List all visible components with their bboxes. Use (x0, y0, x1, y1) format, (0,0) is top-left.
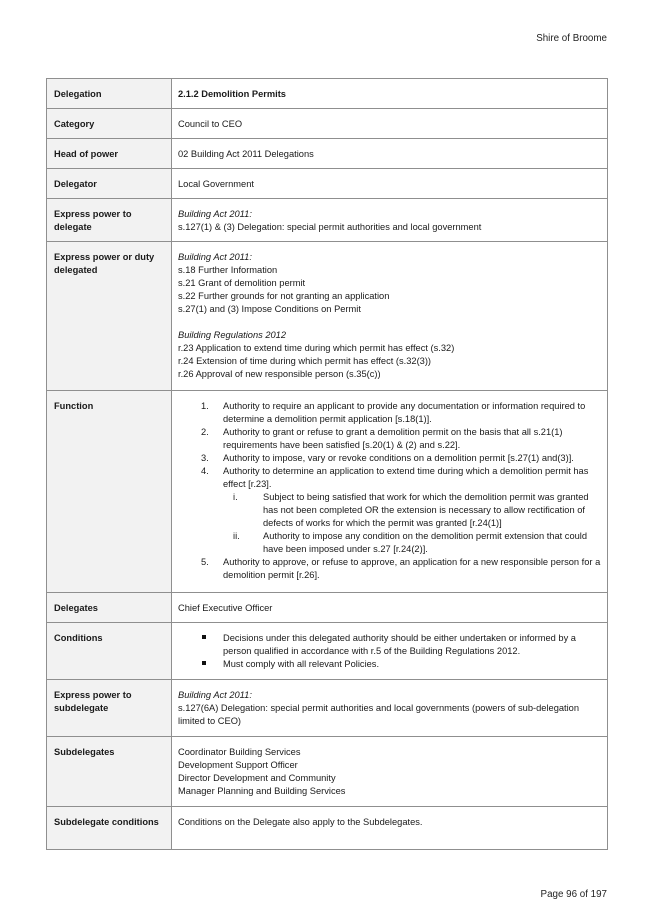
row-category (47, 109, 608, 139)
label-delegation: Delegation (47, 79, 172, 109)
function-subitem-number: ii. (233, 531, 240, 541)
value-subdelegate-conditions: Conditions on the Delegate also apply to the Subdelegates. (172, 807, 608, 850)
function-subitem-text: Authority to impose any condition on the demolition permit extension that could have been imposed under s.27 [r.24(2)]. (263, 531, 588, 554)
function-item (178, 556, 601, 582)
row-express-power-or-duty (47, 242, 608, 391)
label-express-power-to-subdelegate: Express power to subdelegate (47, 680, 172, 737)
value-function (172, 391, 608, 593)
function-item-text: Authority to require an applicant to provide any documentation or information required to determine a demolition permit application [s.18(1)]. (223, 401, 586, 424)
regulation-item: r.23 Application to extend time during which permit has effect (s.32) (178, 343, 455, 353)
act-item: s.22 Further grounds for not granting an application (178, 291, 390, 301)
row-conditions (47, 623, 608, 680)
section-text: s.127(6A) Delegation: special permit authorities and local governments (powers of sub-delegation limited to CEO) (178, 703, 580, 726)
act-item: s.27(1) and (3) Impose Conditions on Permit (178, 304, 361, 314)
function-item-number: 3. (201, 453, 209, 463)
act-item: s.18 Further Information (178, 265, 278, 275)
value-express-power-or-duty (172, 242, 608, 391)
value-express-power-to-subdelegate (172, 680, 608, 737)
conditions-list (178, 632, 601, 671)
function-item (178, 452, 601, 465)
row-head-of-power (47, 139, 608, 169)
bullet-icon (202, 635, 206, 639)
row-function (47, 391, 608, 593)
regulations-title: Building Regulations 2012 (178, 330, 287, 340)
row-delegates (47, 593, 608, 623)
value-express-power-to-delegate (172, 199, 608, 242)
act-title: Building Act 2011: (178, 209, 252, 219)
row-express-power-to-subdelegate (47, 680, 608, 737)
label-category: Category (47, 109, 172, 139)
page-header-org: Shire of Broome (536, 33, 607, 44)
function-list (178, 400, 601, 582)
row-delegator (47, 169, 608, 199)
value-head-of-power: 02 Building Act 2011 Delegations (172, 139, 608, 169)
function-item-number: 4. (201, 466, 209, 476)
delegation-table (46, 78, 608, 850)
row-delegation (47, 79, 608, 109)
function-subitem (178, 491, 601, 530)
function-subitem-number: i. (233, 492, 238, 502)
label-conditions: Conditions (47, 623, 172, 680)
section-text: s.127(1) & (3) Delegation: special permit authorities and local government (178, 222, 482, 232)
subdelegate-item: Development Support Officer (178, 760, 298, 770)
label-subdelegate-conditions: Subdelegate conditions (47, 807, 172, 850)
value-conditions (172, 623, 608, 680)
condition-item (178, 632, 601, 658)
function-item-number: 2. (201, 427, 209, 437)
label-express-power-to-delegate: Express power to delegate (47, 199, 172, 242)
subdelegate-item: Coordinator Building Services (178, 747, 301, 757)
regulation-item: r.24 Extension of time during which permit has effect (s.32(3)) (178, 356, 432, 366)
label-delegator: Delegator (47, 169, 172, 199)
label-head-of-power: Head of power (47, 139, 172, 169)
subdelegate-item: Manager Planning and Building Services (178, 786, 346, 796)
row-subdelegates (47, 737, 608, 807)
function-subitem-text: Subject to being satisfied that work for which the demolition permit was granted has not been completed OR the extension is necessary to allow rectification of defects of works for which the permit was granted [r.24(1)] (263, 492, 589, 528)
function-item-number: 5. (201, 557, 209, 567)
row-express-power-to-delegate (47, 199, 608, 242)
subdelegate-item: Director Development and Community (178, 773, 336, 783)
function-item-text: Authority to determine an application to extend time during which a demolition permit has effect [r.23]. (223, 466, 589, 489)
value-category: Council to CEO (172, 109, 608, 139)
function-item-text: Authority to impose, vary or revoke conditions on a demolition permit [s.27(1) and(3)]. (223, 453, 574, 463)
page-number: Page 96 of 197 (540, 889, 607, 900)
bullet-icon (202, 661, 206, 665)
condition-text: Decisions under this delegated authority should be either undertaken or informed by a person qualified in accordance with r.5 of the Building Regulations 2012. (223, 633, 576, 656)
function-item-number: 1. (201, 401, 209, 411)
label-function: Function (47, 391, 172, 593)
function-item-text: Authority to approve, or refuse to approve, an application for a new responsible person for a demolition permit [r.26]. (223, 557, 601, 580)
regulation-item: r.26 Approval of new responsible person (s.35(c)) (178, 369, 381, 379)
function-subitem (178, 530, 601, 556)
act-title: Building Act 2011: (178, 690, 252, 700)
condition-text: Must comply with all relevant Policies. (223, 659, 380, 669)
label-subdelegates: Subdelegates (47, 737, 172, 807)
label-delegates: Delegates (47, 593, 172, 623)
function-item (178, 465, 601, 556)
act-title: Building Act 2011: (178, 252, 252, 262)
function-item (178, 400, 601, 426)
function-item (178, 426, 601, 452)
label-express-power-or-duty: Express power or duty delegated (47, 242, 172, 391)
condition-item (178, 658, 601, 671)
act-item: s.21 Grant of demolition permit (178, 278, 306, 288)
function-sublist (223, 491, 601, 556)
value-delegation: 2.1.2 Demolition Permits (172, 79, 608, 109)
value-delegator: Local Government (172, 169, 608, 199)
function-item-text: Authority to grant or refuse to grant a demolition permit on the basis that all s.21(1) requirements have been satisfied [s.20(1) & (2) and s.22]. (223, 427, 563, 450)
value-delegates: Chief Executive Officer (172, 593, 608, 623)
row-subdelegate-conditions (47, 807, 608, 850)
value-subdelegates (172, 737, 608, 807)
